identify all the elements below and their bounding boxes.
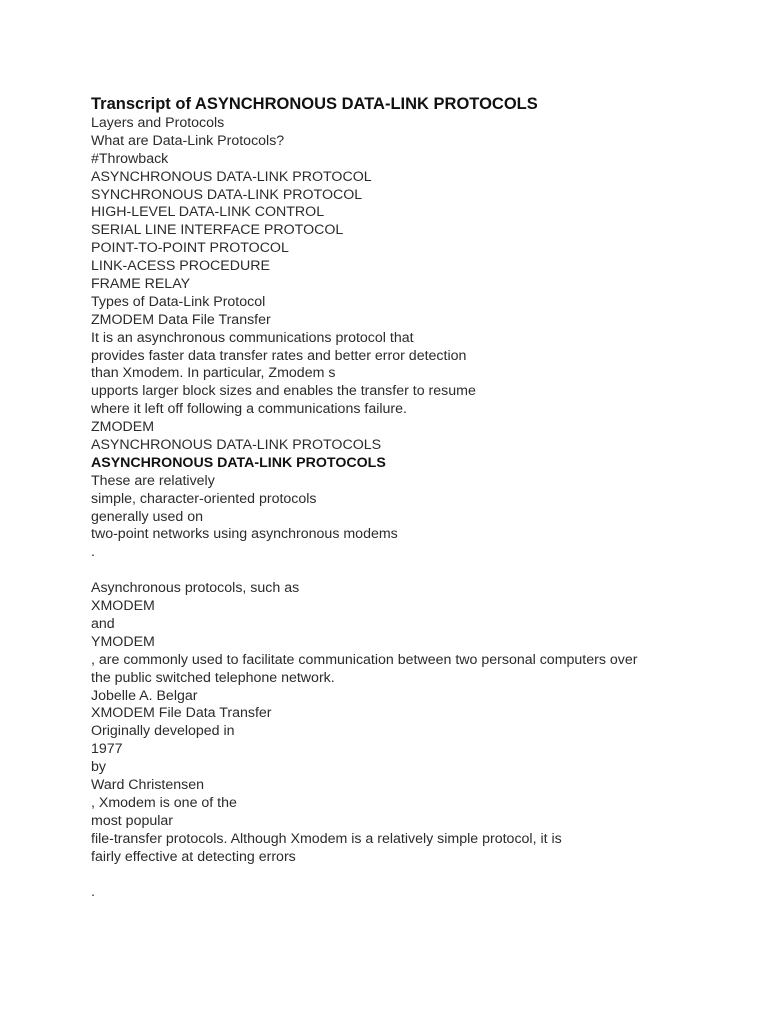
text-line: ZMODEM Data File Transfer	[91, 311, 271, 328]
text-line: most popular	[91, 812, 174, 829]
text-line: by	[91, 759, 106, 776]
text-line: Jobelle A. Belgar	[91, 687, 198, 704]
text-line: file-transfer protocols. Although Xmodem is a relatively simple protocol, it is	[91, 830, 562, 847]
text-line: 1977	[91, 741, 123, 758]
text-line: where it left off following a communications failure.	[91, 401, 407, 418]
text-line: ASYNCHRONOUS DATA-LINK PROTOCOLS	[91, 437, 382, 454]
text-line: and	[91, 615, 115, 632]
text-line	[91, 866, 731, 884]
text-line: Types of Data-Link Protocol	[91, 293, 266, 310]
document-body	[91, 115, 731, 902]
text-line: provides faster data transfer rates and better error detection	[91, 347, 467, 364]
text-line: FRAME RELAY	[91, 276, 191, 293]
text-line: XMODEM	[91, 598, 155, 615]
text-line: Originally developed in	[91, 723, 235, 740]
text-line: , Xmodem is one of the	[91, 794, 237, 811]
text-line: ASYNCHRONOUS DATA-LINK PROTOCOL	[91, 168, 372, 185]
text-line: the public switched telephone network.	[91, 669, 335, 686]
text-line: XMODEM File Data Transfer	[91, 705, 272, 722]
text-line: POINT-TO-POINT PROTOCOL	[91, 240, 289, 257]
text-line: These are relatively	[91, 472, 215, 489]
text-line: What are Data-Link Protocols?	[91, 132, 285, 149]
text-line: ZMODEM	[91, 419, 155, 436]
text-line: upports larger block sizes and enables the transfer to resume	[91, 383, 476, 400]
section-heading: ASYNCHRONOUS DATA-LINK PROTOCOLS	[91, 454, 386, 471]
text-line: .	[91, 884, 95, 901]
text-line: LINK-ACESS PROCEDURE	[91, 258, 270, 275]
document-page	[91, 94, 731, 902]
text-line: generally used on	[91, 508, 204, 525]
text-line: SERIAL LINE INTERFACE PROTOCOL	[91, 222, 344, 239]
text-line: It is an asynchronous communications protocol that	[91, 329, 414, 346]
text-line: than Xmodem. In particular, Zmodem s	[91, 365, 336, 382]
text-line: SYNCHRONOUS DATA-LINK PROTOCOL	[91, 186, 363, 203]
text-line: Ward Christensen	[91, 776, 205, 793]
text-line: Layers and Protocols	[91, 115, 225, 131]
text-line: .	[91, 544, 95, 561]
text-line: YMODEM	[91, 633, 155, 650]
text-line: simple, character-oriented protocols	[91, 490, 317, 507]
text-line: , are commonly used to facilitate communication between two personal computers over	[91, 651, 638, 668]
text-line: HIGH-LEVEL DATA-LINK CONTROL	[91, 204, 325, 221]
document-title: Transcript of ASYNCHRONOUS DATA-LINK PROTOCOLS	[91, 95, 538, 113]
text-line: Asynchronous protocols, such as	[91, 580, 300, 597]
text-line: #Throwback	[91, 150, 169, 167]
text-line	[91, 562, 731, 580]
text-line: two-point networks using asynchronous modems	[91, 526, 398, 543]
text-line: fairly effective at detecting errors	[91, 848, 296, 865]
